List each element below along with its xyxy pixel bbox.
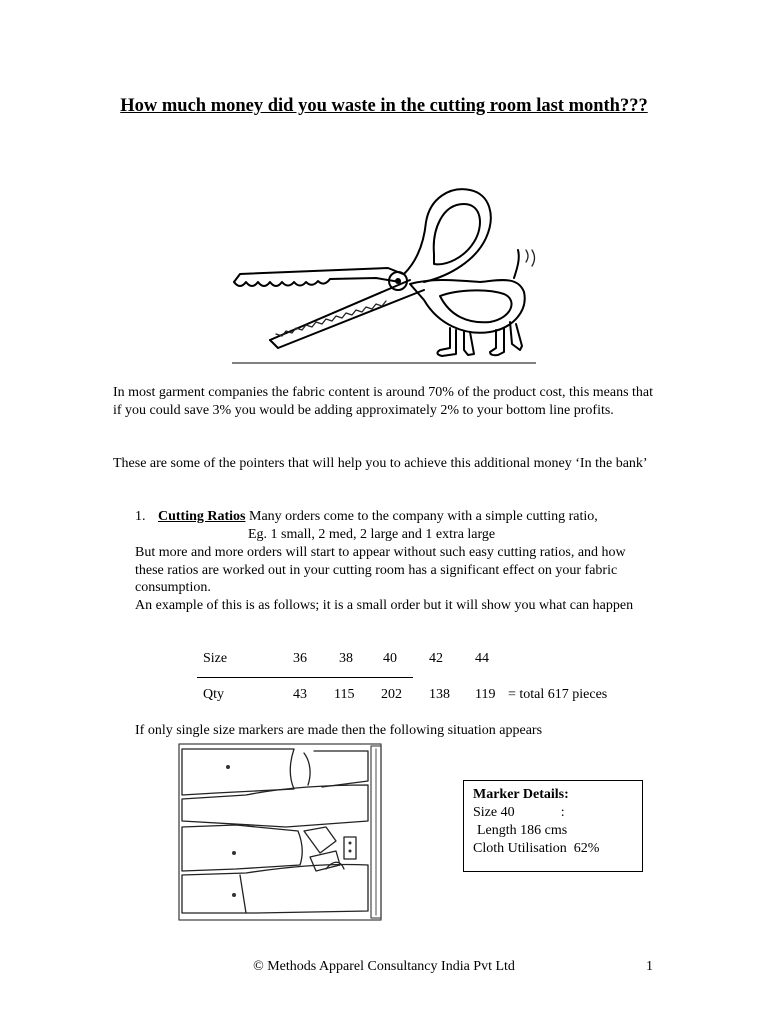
page-number: 1 (646, 959, 653, 974)
size-cell: 36 (293, 651, 307, 666)
section-heading-line (158, 508, 658, 526)
size-label: Size (203, 651, 228, 666)
marker-length: Length 186 cms (477, 823, 568, 838)
footer-copyright: © Methods Apparel Consultancy India Pvt Ltd (253, 959, 515, 974)
total-pieces: = total 617 pieces (508, 687, 608, 702)
ratio-example: Eg. 1 small, 2 med, 2 large and 1 extra large (248, 527, 496, 542)
section-body: But more and more orders will start to appear without such easy cutting ratios, and how these ratios are worked out in your cutting room has a significant effect on your fabric consumption. (135, 545, 626, 595)
qty-cell: 119 (475, 687, 496, 702)
size-cell: 44 (475, 651, 489, 666)
page-title: How much money did you waste in the cutting room last month??? (120, 96, 648, 116)
marker-size-colon: : (560, 805, 565, 820)
marker-size-line (473, 804, 633, 822)
marker-layout-sketch (176, 741, 388, 923)
qty-cell: 115 (334, 687, 355, 702)
pointers-paragraph: These are some of the pointers that will help you to achieve this additional money ‘In the bank’ (113, 456, 648, 471)
marker-details-heading: Marker Details: (473, 787, 569, 802)
qty-label: Qty (203, 687, 224, 702)
intro-paragraph: In most garment companies the fabric content is around 70% of the product cost, this means that if you could save 3% you would be adding approximately 2% to your bottom line profits. (113, 385, 654, 418)
marker-size: Size 40 (473, 805, 515, 820)
qty-cell: 43 (293, 687, 307, 702)
scissors-dog-illustration (228, 182, 540, 366)
size-cell: 38 (339, 651, 353, 666)
marker-details-box (463, 780, 643, 872)
cutting-ratios-heading: Cutting Ratios (158, 509, 246, 524)
size-cell: 40 (383, 651, 397, 666)
qty-cell: 138 (429, 687, 450, 702)
marker-utilisation: Cloth Utilisation 62% (473, 841, 600, 856)
section-lead-text: Many orders come to the company with a simple cutting ratio, (245, 509, 598, 524)
table-divider (197, 677, 413, 678)
qty-cell: 202 (381, 687, 402, 702)
example-intro: An example of this is as follows; it is a small order but it will show you what can happen (135, 598, 634, 613)
single-size-text: If only single size markers are made then the following situation appears (135, 723, 543, 738)
size-cell: 42 (429, 651, 443, 666)
section-number: 1. (135, 509, 146, 524)
